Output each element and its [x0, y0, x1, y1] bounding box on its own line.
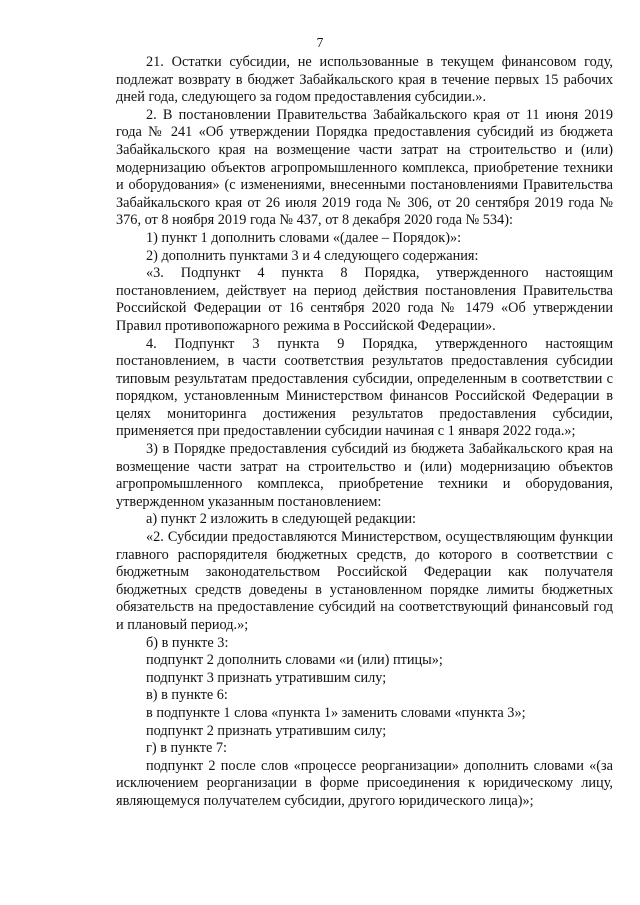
paragraph-2-resolution-241: 2. В постановлении Правительства Забайкальского края от 11 июня 2019 года № 241 «Об утверждении Порядка предоставления субсидий из бюджета Забайкальского края на возмещение части затрат на строительство и (или) модернизацию объектов агропромышленного комплекса, приобретение техники и оборудования» (с изменениями, внесенными постановлениями Правительства Забайкальского края от 26 июля 2019 года № 306, от 20 сентября 2019 года № 376, от 8 ноября 2019 года № 437, от 8 декабря 2020 года № 534): [116, 106, 613, 229]
paragraph-new-point-4: 4. Подпункт 3 пункта 9 Порядка, утвержденного настоящим постановлением, в части соответствия результатов предоставления субсидии типовым результатам предоставления субсидии, определенным в соответствии с порядком, установленным Министерством финансов Российской Федерации в целях мониторинга достижения результатов предоставления субсидии, применяется при предоставлении субсидии начиная с 1 января 2022 года.»; [116, 335, 613, 440]
page-number: 7 [316, 35, 324, 50]
paragraph-v-subpoint-2: подпункт 2 признать утратившим силу; [146, 722, 387, 739]
paragraph-subitem-g: г) в пункте 7: [146, 740, 228, 757]
paragraph-new-point-3: «3. Подпункт 4 пункта 8 Порядка, утвержденного настоящим постановлением, действует на период действия постановления Правительства Российской Федерации от 16 сентября 2020 года № 1479 «Об утверждении Правил противопожарного режима в Российской Федерации». [116, 265, 613, 334]
paragraph-b-subpoint-3: подпункт 3 признать утратившим силу; [146, 669, 387, 686]
paragraph-subitem-b: б) в пункте 3: [146, 634, 229, 651]
paragraph-g-subpoint-2: подпункт 2 после слов «процессе реорганизации» дополнить словами «(за исключением реорганизации в форме присоединения к юридическому лицу, являющемуся получателем субсидии, другого юридического лица)»; [116, 757, 613, 809]
paragraph-b-subpoint-2: подпункт 2 дополнить словами «и (или) птицы»; [146, 652, 443, 669]
paragraph-item-1: 1) пункт 1 дополнить словами «(далее – Порядок)»: [146, 229, 462, 246]
paragraph-subitem-a: а) пункт 2 изложить в следующей редакции: [146, 511, 416, 528]
paragraph-21-subsidy-return: 21. Остатки субсидии, не использованные в текущем финансовом году, подлежат возврату в бюджет Забайкальского края в течение первых 15 рабочих дней года, следующего за годом предоставления субсидии.». [116, 54, 613, 106]
document-body [116, 54, 613, 811]
paragraph-item-3: 3) в Порядке предоставления субсидий из бюджета Забайкальского края на возмещение части затрат на строительство и (или) модернизацию объектов агропромышленного комплекса, приобретение техники и оборудования, утвержденном указанным постановлением: [116, 441, 613, 510]
paragraph-v-subpoint-1: в подпункте 1 слова «пункта 1» заменить словами «пункта 3»; [146, 704, 526, 721]
paragraph-new-point-2: «2. Субсидии предоставляются Министерством, осуществляющим функции главного распорядителя бюджетных средств, до которого в соответствии с бюджетным законодательством Российской Федерации как получателя бюджетных средств доведены в установленном порядке лимиты бюджетных обязательств на предоставление субсидий на соответствующий финансовый год и плановый период.»; [116, 529, 613, 633]
paragraph-item-2: 2) дополнить пунктами 3 и 4 следующего содержания: [146, 247, 479, 264]
paragraph-subitem-v: в) в пункте 6: [146, 687, 228, 704]
